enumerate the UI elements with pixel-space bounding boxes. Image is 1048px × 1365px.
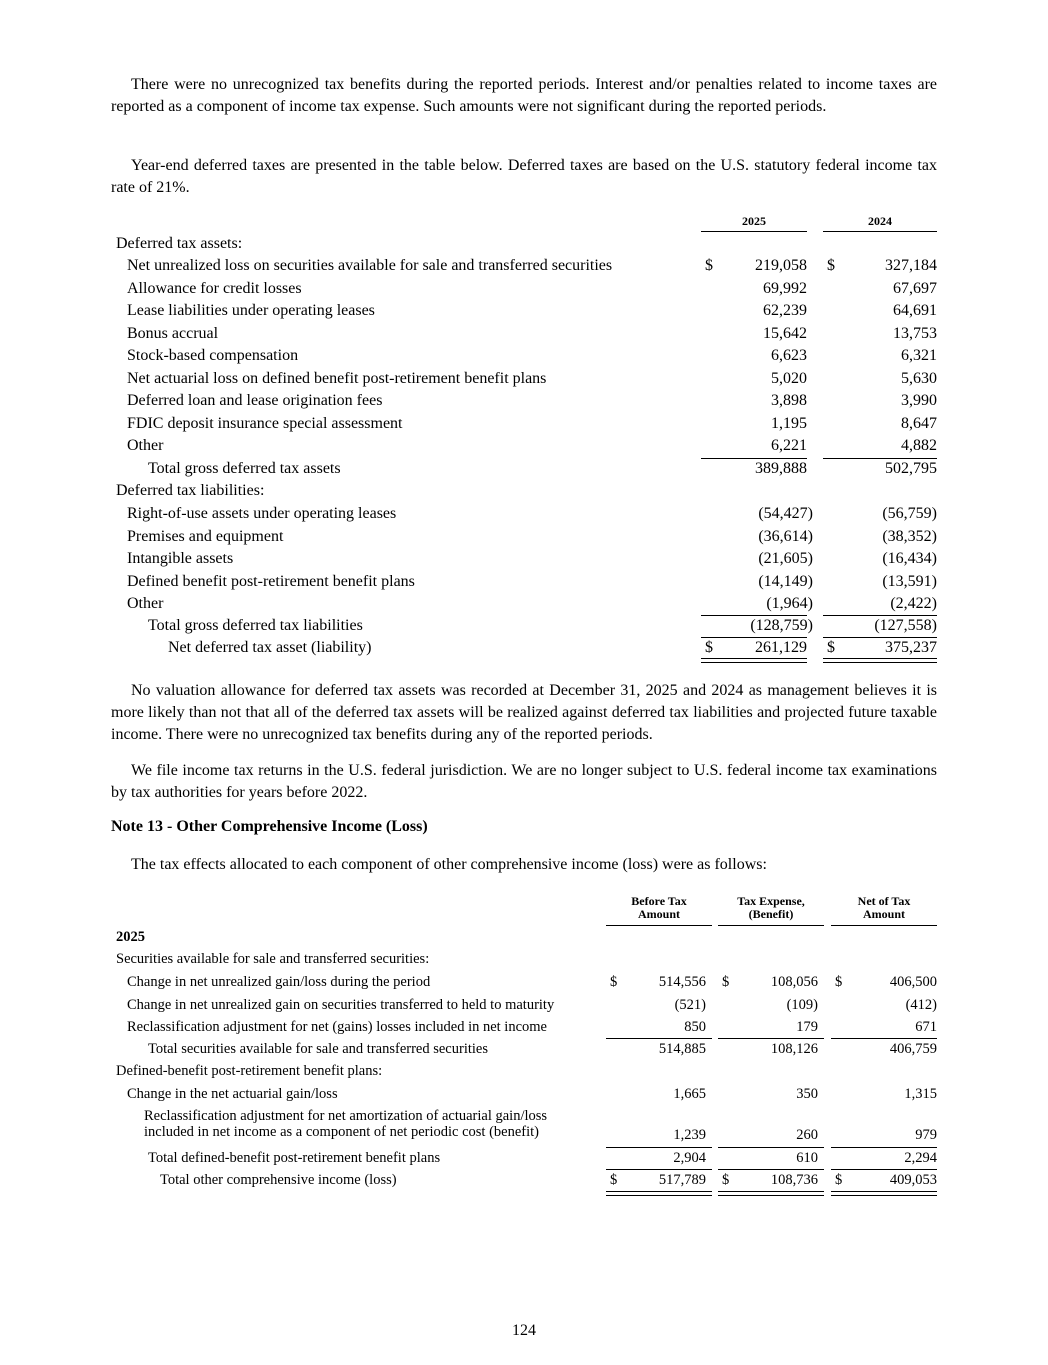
col-header-tax-expense-line2: (Benefit) — [748, 907, 794, 921]
paragraph-unrecognized-tax: There were no unrecognized tax benefits during the reported periods. Interest and/or penalties related to income taxes are reported as a component of income tax expense. Such amounts were not significant during the reported periods. — [111, 76, 937, 115]
sec-total-a: 514,885 — [658, 1041, 706, 1057]
asset-value-2025: 1,195 — [771, 414, 807, 432]
plan-row2-a: 1,239 — [673, 1127, 706, 1143]
asset-value-2024: 3,990 — [901, 392, 937, 409]
col-header-2025: 2025 — [742, 214, 766, 228]
double-rule — [606, 1191, 712, 1196]
col-header-tax-expense-line1: Tax Expense, — [737, 894, 805, 908]
plan-total-b: 610 — [796, 1150, 818, 1166]
net-deferred-label: Net deferred tax asset (liability) — [168, 639, 372, 656]
page-number: 124 — [512, 1322, 536, 1339]
header-rule — [831, 925, 937, 926]
assets-total-label: Total gross deferred tax assets — [148, 460, 341, 477]
header-rule — [606, 925, 712, 926]
assets-total-2025: 389,888 — [755, 460, 807, 477]
liability-label: Intangible assets — [127, 550, 234, 567]
asset-value-2025: 15,642 — [763, 324, 807, 342]
grand-total-a: 517,789 — [658, 1172, 706, 1188]
currency-symbol: $ — [827, 257, 835, 274]
sec-total-c: 406,759 — [889, 1041, 937, 1057]
sec-total-label: Total securities available for sale and transferred securities — [148, 1041, 488, 1057]
plan-row2-label-line1: Reclassification adjustment for net amortization of actuarial gain/loss — [144, 1108, 548, 1124]
year-label: 2025 — [116, 929, 145, 945]
sec-row-net: 671 — [915, 1019, 937, 1035]
plan-total-a: 2,904 — [673, 1150, 706, 1166]
asset-label: Bonus accrual — [127, 324, 219, 342]
asset-value-2024: 64,691 — [893, 302, 937, 319]
sec-row-label: Reclassification adjustment for net (gains) losses included in net income — [127, 1019, 547, 1035]
plan-row2-b: 260 — [796, 1127, 818, 1143]
liabilities-total-2025: (128,759) — [750, 617, 813, 634]
liability-value-2024: (2,422) — [890, 595, 937, 612]
sec-row-label: Change in net unrealized gain/loss during the period — [127, 974, 431, 990]
liabilities-total-label: Total gross deferred tax liabilities — [148, 617, 363, 634]
currency-symbol: $ — [705, 639, 713, 656]
liabilities-header: Deferred tax liabilities: — [116, 482, 265, 499]
asset-value-2024: 13,753 — [893, 324, 937, 342]
paragraph-valuation-allowance: No valuation allowance for deferred tax assets was recorded at December 31, 2025 and 2024 as management believes it is more likely than not that all of the deferred tax assets will be realized against deferred tax liabilities and projected future taxable income. There were no unrecognized tax benefits during any of the reported periods. — [111, 682, 937, 743]
double-rule — [701, 658, 807, 663]
sec-row-net: (412) — [905, 996, 937, 1013]
asset-label: Net actuarial loss on defined benefit post-retirement benefit plans — [127, 369, 547, 387]
asset-value-2024: 67,697 — [893, 279, 937, 297]
asset-value-2025: 219,058 — [755, 257, 807, 274]
liability-value-2025: (36,614) — [758, 527, 813, 545]
assets-total-2024: 502,795 — [885, 460, 937, 477]
col-header-before-tax — [606, 895, 712, 921]
currency-symbol: $ — [610, 974, 618, 990]
asset-label: Net unrealized loss on securities available for sale and transferred securities — [127, 257, 613, 274]
liability-value-2025: (21,605) — [758, 550, 813, 567]
asset-value-2025: 3,898 — [771, 392, 807, 409]
asset-label: Stock-based compensation — [127, 347, 299, 364]
liability-value-2024: (56,759) — [882, 505, 937, 522]
currency-symbol: $ — [610, 1172, 618, 1188]
liability-value-2025: (1,964) — [766, 595, 813, 612]
asset-value-2025: 6,221 — [771, 437, 807, 454]
asset-label: Allowance for credit losses — [127, 279, 302, 297]
sec-row-label: Change in net unrealized gain on securities transferred to held to maturity — [127, 996, 555, 1013]
double-rule — [823, 658, 937, 663]
currency-symbol: $ — [705, 257, 713, 274]
asset-label: Deferred loan and lease origination fees — [127, 392, 383, 409]
sec-row-before-tax: (521) — [674, 996, 706, 1013]
liability-value-2025: (54,427) — [758, 505, 813, 522]
sec-row-tax: 179 — [796, 1019, 818, 1035]
asset-label: FDIC deposit insurance special assessment — [127, 414, 403, 432]
double-rule — [831, 1191, 937, 1196]
asset-label: Lease liabilities under operating leases — [127, 302, 375, 319]
liability-value-2024: (13,591) — [882, 572, 937, 590]
plan-row1-c: 1,315 — [904, 1086, 937, 1102]
sec-row-before-tax: 850 — [684, 1019, 706, 1035]
assets-header: Deferred tax assets: — [116, 235, 243, 252]
liabilities-total-2024: (127,558) — [874, 617, 937, 634]
col-header-tax-expense — [718, 895, 824, 921]
grand-total-c: 409,053 — [889, 1172, 937, 1188]
col-header-2024: 2024 — [868, 214, 892, 228]
liability-value-2024: (38,352) — [882, 527, 937, 545]
note-13-title: Note 13 - Other Comprehensive Income (Loss) — [111, 818, 428, 835]
net-deferred-2025: 261,129 — [755, 639, 807, 656]
paragraph-tax-returns: We file income tax returns in the U.S. federal jurisdiction. We are no longer subject to U.S. federal income tax examinations by tax authorities for years before 2022. — [111, 762, 937, 801]
header-rule — [701, 231, 807, 232]
plan-row1-b: 350 — [796, 1086, 818, 1102]
asset-value-2024: 4,882 — [901, 437, 937, 454]
liability-label: Defined benefit post-retirement benefit plans — [127, 572, 415, 590]
grand-total-label: Total other comprehensive income (loss) — [160, 1172, 397, 1188]
currency-symbol: $ — [835, 1172, 843, 1188]
currency-symbol: $ — [827, 639, 835, 656]
asset-value-2025: 6,623 — [771, 347, 807, 364]
asset-value-2024: 327,184 — [885, 257, 937, 274]
currency-symbol: $ — [835, 974, 843, 990]
col-header-net-of-tax — [831, 895, 937, 921]
asset-value-2025: 5,020 — [771, 369, 807, 387]
sec-row-tax: 108,056 — [770, 974, 818, 990]
liability-label: Other — [127, 595, 164, 612]
col-header-before-tax-line2: Amount — [637, 907, 680, 921]
double-rule — [718, 1191, 824, 1196]
grand-total-b: 108,736 — [770, 1172, 818, 1188]
asset-value-2025: 69,992 — [763, 279, 807, 297]
liability-value-2024: (16,434) — [882, 550, 937, 567]
header-rule — [823, 231, 937, 232]
paragraph-tax-effects: The tax effects allocated to each component of other comprehensive income (loss) were as follows: — [131, 856, 767, 873]
paragraph-deferred-taxes: Year-end deferred taxes are presented in the table below. Deferred taxes are based on the U.S. statutory federal income tax rate of 21%. — [111, 157, 937, 196]
liability-value-2025: (14,149) — [758, 572, 813, 590]
col-header-before-tax-line1: Before Tax — [631, 894, 687, 908]
asset-label: Other — [127, 437, 164, 454]
header-rule — [718, 925, 824, 926]
col-header-net-of-tax-line1: Net of Tax — [857, 894, 911, 908]
plan-total-label: Total defined-benefit post-retirement benefit plans — [148, 1150, 441, 1166]
currency-symbol: $ — [722, 974, 730, 990]
sec-header: Securities available for sale and transferred securities: — [116, 951, 430, 967]
liability-label: Right-of-use assets under operating leases — [127, 505, 397, 522]
plan-row2-label-line2: included in net income as a component of net periodic cost (benefit) — [144, 1124, 539, 1140]
sec-row-tax: (109) — [786, 996, 818, 1013]
plan-row1-label: Change in the net actuarial gain/loss — [127, 1086, 338, 1102]
sec-row-before-tax: 514,556 — [658, 974, 706, 990]
liability-label: Premises and equipment — [127, 527, 284, 545]
asset-value-2024: 6,321 — [901, 347, 937, 364]
plan-row2-c: 979 — [915, 1127, 937, 1143]
asset-value-2025: 62,239 — [763, 302, 807, 319]
plan-total-c: 2,294 — [904, 1150, 937, 1166]
plan-row1-a: 1,665 — [673, 1086, 706, 1102]
sec-row-net: 406,500 — [889, 974, 937, 990]
net-deferred-2024: 375,237 — [885, 639, 937, 656]
col-header-net-of-tax-line2: Amount — [862, 907, 905, 921]
currency-symbol: $ — [722, 1172, 730, 1188]
asset-value-2024: 8,647 — [901, 414, 937, 432]
asset-value-2024: 5,630 — [901, 369, 937, 387]
sec-total-b: 108,126 — [770, 1041, 818, 1057]
plan-header: Defined-benefit post-retirement benefit plans: — [116, 1063, 383, 1079]
